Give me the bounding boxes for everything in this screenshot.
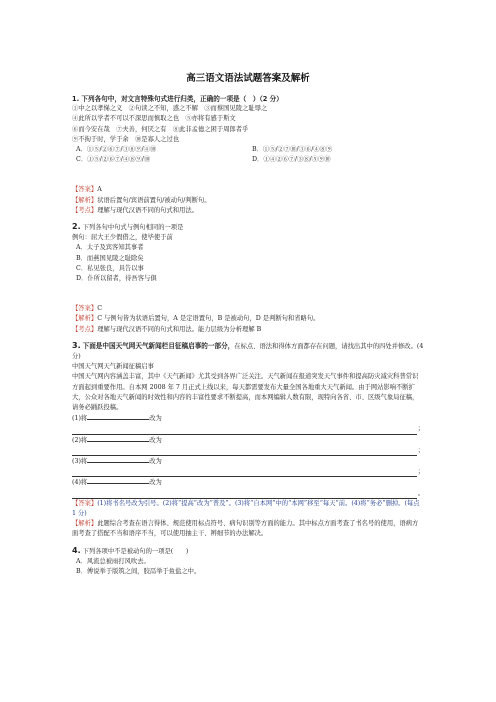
- q3-answer: [72, 499, 424, 519]
- point-text: 理解与现代汉语不同的句式和用法。: [97, 206, 198, 214]
- q1-line: ⑥而今安在哉 ⑦夫善，何厌之有 ⑧此非孟德之困于周郎者乎: [72, 125, 249, 133]
- fill-prefix: (2)将: [72, 436, 88, 444]
- answer-tag: 【答案】: [72, 305, 98, 313]
- fill-blank[interactable]: [87, 435, 149, 442]
- q2-option: D．仆所以留者，待吾客与俱: [76, 275, 157, 283]
- q1-options-row: [72, 155, 424, 165]
- question-stem: 下列各项中不是被动句的一项是( ): [82, 547, 189, 555]
- q1-option-c: C．①⑤/②⑥⑦/④⑧⑨/⑩: [76, 156, 151, 164]
- q1-line: ⑨不拘于时，学于余 ⑩是寡人之过也: [72, 135, 180, 143]
- q3-fill-label: [72, 456, 424, 467]
- q2-heading: [72, 222, 424, 233]
- answer-tag: 【答案】: [72, 186, 98, 194]
- q1-option-d: D．①④②⑥⑦/③⑧/⑤⑨⑩: [252, 156, 331, 164]
- fill-blank[interactable]: [87, 456, 149, 463]
- q1-option-b: B．①⑤/②⑦⑩/③⑥/④⑧⑨: [252, 146, 333, 154]
- q1-options-row: [72, 145, 424, 155]
- question-stem-bold: 下面是中国天气网天气新闻栏目征稿启事的一部分，: [82, 341, 235, 350]
- fill-blank[interactable]: [87, 413, 149, 420]
- q2-analysis: [72, 314, 424, 324]
- fill-mid: 改为: [149, 458, 162, 466]
- analysis-tag: 【解析】: [72, 315, 98, 323]
- q3-heading: [72, 341, 424, 362]
- q2-option: C．私见张良，具告以事: [76, 264, 144, 272]
- q4-option: A．风流总被雨打风吹去。: [76, 557, 150, 565]
- q3-notice-title: 中国天气网天气新闻征稿启事: [72, 363, 154, 371]
- question-stem: 下列各句中句式与例句相同的一项是: [82, 224, 184, 232]
- answer-tag: 【答案】: [72, 499, 98, 507]
- page-title: 高三语文语法试题答案及解析: [186, 73, 310, 84]
- q2-option: A．太子及宾客知其事者: [76, 244, 144, 252]
- analysis-text: 此题综合考查在语言得体、规范使用标点符号、病句识别等方面的能力。其中标点方面考查了书名号的使用，语病方面考查了搭配不当和语序不当，可以使用抽主干、辨细节的办法解决。: [72, 520, 419, 538]
- point-tag: 【考点】: [72, 325, 98, 333]
- fill-mid: 改为: [149, 479, 162, 487]
- point-text: 理解与现代汉语不同的句式和用法。能力层级为分析理解 B: [97, 325, 262, 333]
- fill-prefix: (3)将: [72, 458, 88, 466]
- question-stem: 在标点、语法和得体方面都存在问题，请找出其中的四处并修改。(4 分): [72, 342, 424, 361]
- document-body: [72, 94, 424, 577]
- fill-prefix: (1)将: [72, 415, 88, 423]
- q1-heading: 1. 下列各句中，对文言特殊句式进行归类，正确的一项是（ ）（2 分）: [72, 95, 283, 103]
- q2-example: 例句：屈大王少假借之，使毕使于前: [72, 234, 173, 242]
- q4-heading: [72, 546, 424, 557]
- q2-answer: [72, 304, 424, 314]
- question-number: 2.: [72, 222, 81, 232]
- analysis-tag: 【解析】: [72, 196, 98, 204]
- fill-prefix: (4)将: [72, 479, 88, 487]
- q1-line: ①中之以孝悌之义 ②句读之不知，惑之不解 ③而蔡国见陵之耻辱之: [72, 105, 268, 113]
- fill-end: 。: [417, 489, 424, 497]
- fill-line[interactable]: [72, 467, 424, 477]
- q3-analysis: [72, 519, 424, 539]
- fill-end: ；: [417, 468, 424, 476]
- q1-answer: [72, 185, 424, 195]
- analysis-text: 状语后置句/宾语前置句/被动句/判断句。: [97, 196, 211, 204]
- fill-mid: 改为: [149, 436, 162, 444]
- q1-option-a: A．①⑤/②⑥⑦/③⑧⑨/④⑩: [76, 146, 157, 154]
- q4-option: B．傅说举于版筑之间，胶鬲举于鱼盐之中。: [76, 568, 201, 576]
- q3-fill-label: [72, 413, 424, 424]
- fill-line[interactable]: [72, 424, 424, 434]
- answer-text: (1)将书名号改为引号。(2)将“提高”改为“普及”。(3)将“自本网”中的“本网”移至“每天”前。(4)将“务必”删掉。(每点 1 分): [72, 499, 420, 518]
- question-number: 4.: [72, 545, 81, 555]
- answer-text: C: [97, 305, 103, 313]
- question-number: 3.: [72, 340, 81, 350]
- q1-line: ④此所以学者不可以不深思而慎取之也 ⑤亦将有感于斯文: [72, 115, 236, 123]
- fill-blank[interactable]: [87, 477, 149, 484]
- q1-point: [72, 206, 424, 216]
- analysis-text: C 与例句皆为状语后置句，A 是定语置句，B 是被动句，D 是判断句和省略句。: [97, 315, 320, 323]
- point-tag: 【考点】: [72, 206, 98, 214]
- q2-option: B．而燕国见陵之耻除矣: [76, 254, 144, 262]
- q1-analysis: [72, 196, 424, 206]
- fill-end: ；: [417, 425, 424, 433]
- fill-mid: 改为: [149, 415, 162, 423]
- q3-fill-label: [72, 477, 424, 488]
- fill-line[interactable]: [72, 489, 424, 499]
- answer-text: A: [97, 186, 102, 194]
- q3-notice-body: 中国天气网内容涵盖丰富，其中《天气新闻》尤其受到各界广泛关注。天气新闻在报道突发天气事件和提高防灾减灾科普常识方面起到重要作用。自本网 2008 年 7 月正式上线以来，每天都需要发布大量全国各地重大天气新闻。由于网站影响不断扩大，公众对各地天气新闻的时效性和内容的丰富性要求不断提高，而本网编辑人数有限，现特向各省、市、区级气象局征稿，请务必踊跃投稿。: [72, 373, 419, 412]
- q3-fill-label: [72, 435, 424, 446]
- fill-end: ；: [417, 446, 424, 454]
- q2-point: [72, 325, 424, 335]
- fill-line[interactable]: [72, 446, 424, 456]
- analysis-tag: 【解析】: [72, 520, 98, 528]
